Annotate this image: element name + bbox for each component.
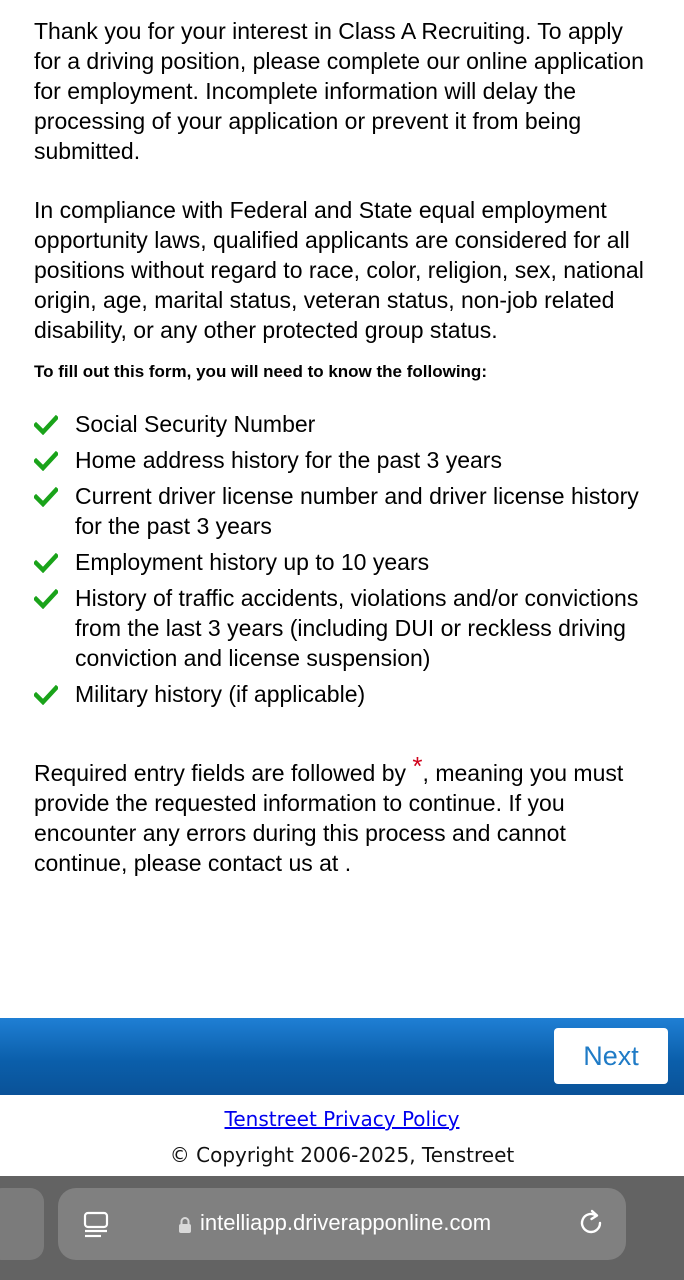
footer-nav-bar <box>0 1018 684 1095</box>
intro-paragraph-1: Thank you for your interest in Class A Recruiting. To apply for a driving position, please complete our online application for employment. Incomplete information will delay the processing of your application or prevent it from being submitted. <box>34 18 644 164</box>
list-item <box>34 547 654 577</box>
tabs-icon[interactable] <box>82 1210 110 1238</box>
browser-toolbar <box>0 1176 684 1280</box>
list-item <box>34 445 654 475</box>
application-intro <box>34 16 654 878</box>
requirements-list <box>34 409 654 709</box>
requirements-heading: To fill out this form, you will need to know the following: <box>34 362 487 381</box>
lock-icon <box>178 1216 192 1234</box>
requirement-text: Employment history up to 10 years <box>75 549 430 575</box>
required-fields-note <box>34 751 654 878</box>
intro-paragraph-2: In compliance with Federal and State equal employment opportunity laws, qualified applicants are considered for all positions without regard to race, color, religion, sex, national origin, age, marital status, veteran status, non-job related disability, or any other protected group status. <box>34 197 644 343</box>
check-icon <box>34 553 58 573</box>
requirement-text: Current driver license number and driver license history for the past 3 years <box>75 483 639 539</box>
check-icon <box>34 451 58 471</box>
requirement-text: History of traffic accidents, violations and/or convictions from the last 3 years (including DUI or reckless driving conviction and license suspension) <box>75 585 639 671</box>
required-note-text: Required entry fields are followed by <box>34 760 413 786</box>
requirement-text: Military history (if applicable) <box>75 681 366 707</box>
check-icon <box>34 685 58 705</box>
list-item <box>34 409 654 439</box>
list-item <box>34 583 654 673</box>
previous-tab-pill[interactable] <box>0 1188 44 1260</box>
required-asterisk: * <box>412 751 423 781</box>
privacy-policy-link[interactable]: Tenstreet Privacy Policy <box>224 1107 460 1131</box>
next-button[interactable]: Next <box>554 1028 668 1084</box>
url-text: intelliapp.driverapponline.com <box>200 1210 492 1235</box>
check-icon <box>34 415 58 435</box>
list-item <box>34 481 654 541</box>
list-item <box>34 679 654 709</box>
check-icon <box>34 589 58 609</box>
address-bar[interactable] <box>58 1188 626 1260</box>
requirement-text: Home address history for the past 3 years <box>75 447 502 473</box>
copyright-text: © Copyright 2006-2025, Tenstreet <box>169 1143 515 1167</box>
check-icon <box>34 487 58 507</box>
required-note-text-end: , meaning you must provide the requested information to continue. If you encounter any errors during this process and cannot continue, please contact us at . <box>34 760 624 876</box>
requirement-text: Social Security Number <box>75 411 316 437</box>
reload-icon[interactable] <box>576 1208 606 1238</box>
